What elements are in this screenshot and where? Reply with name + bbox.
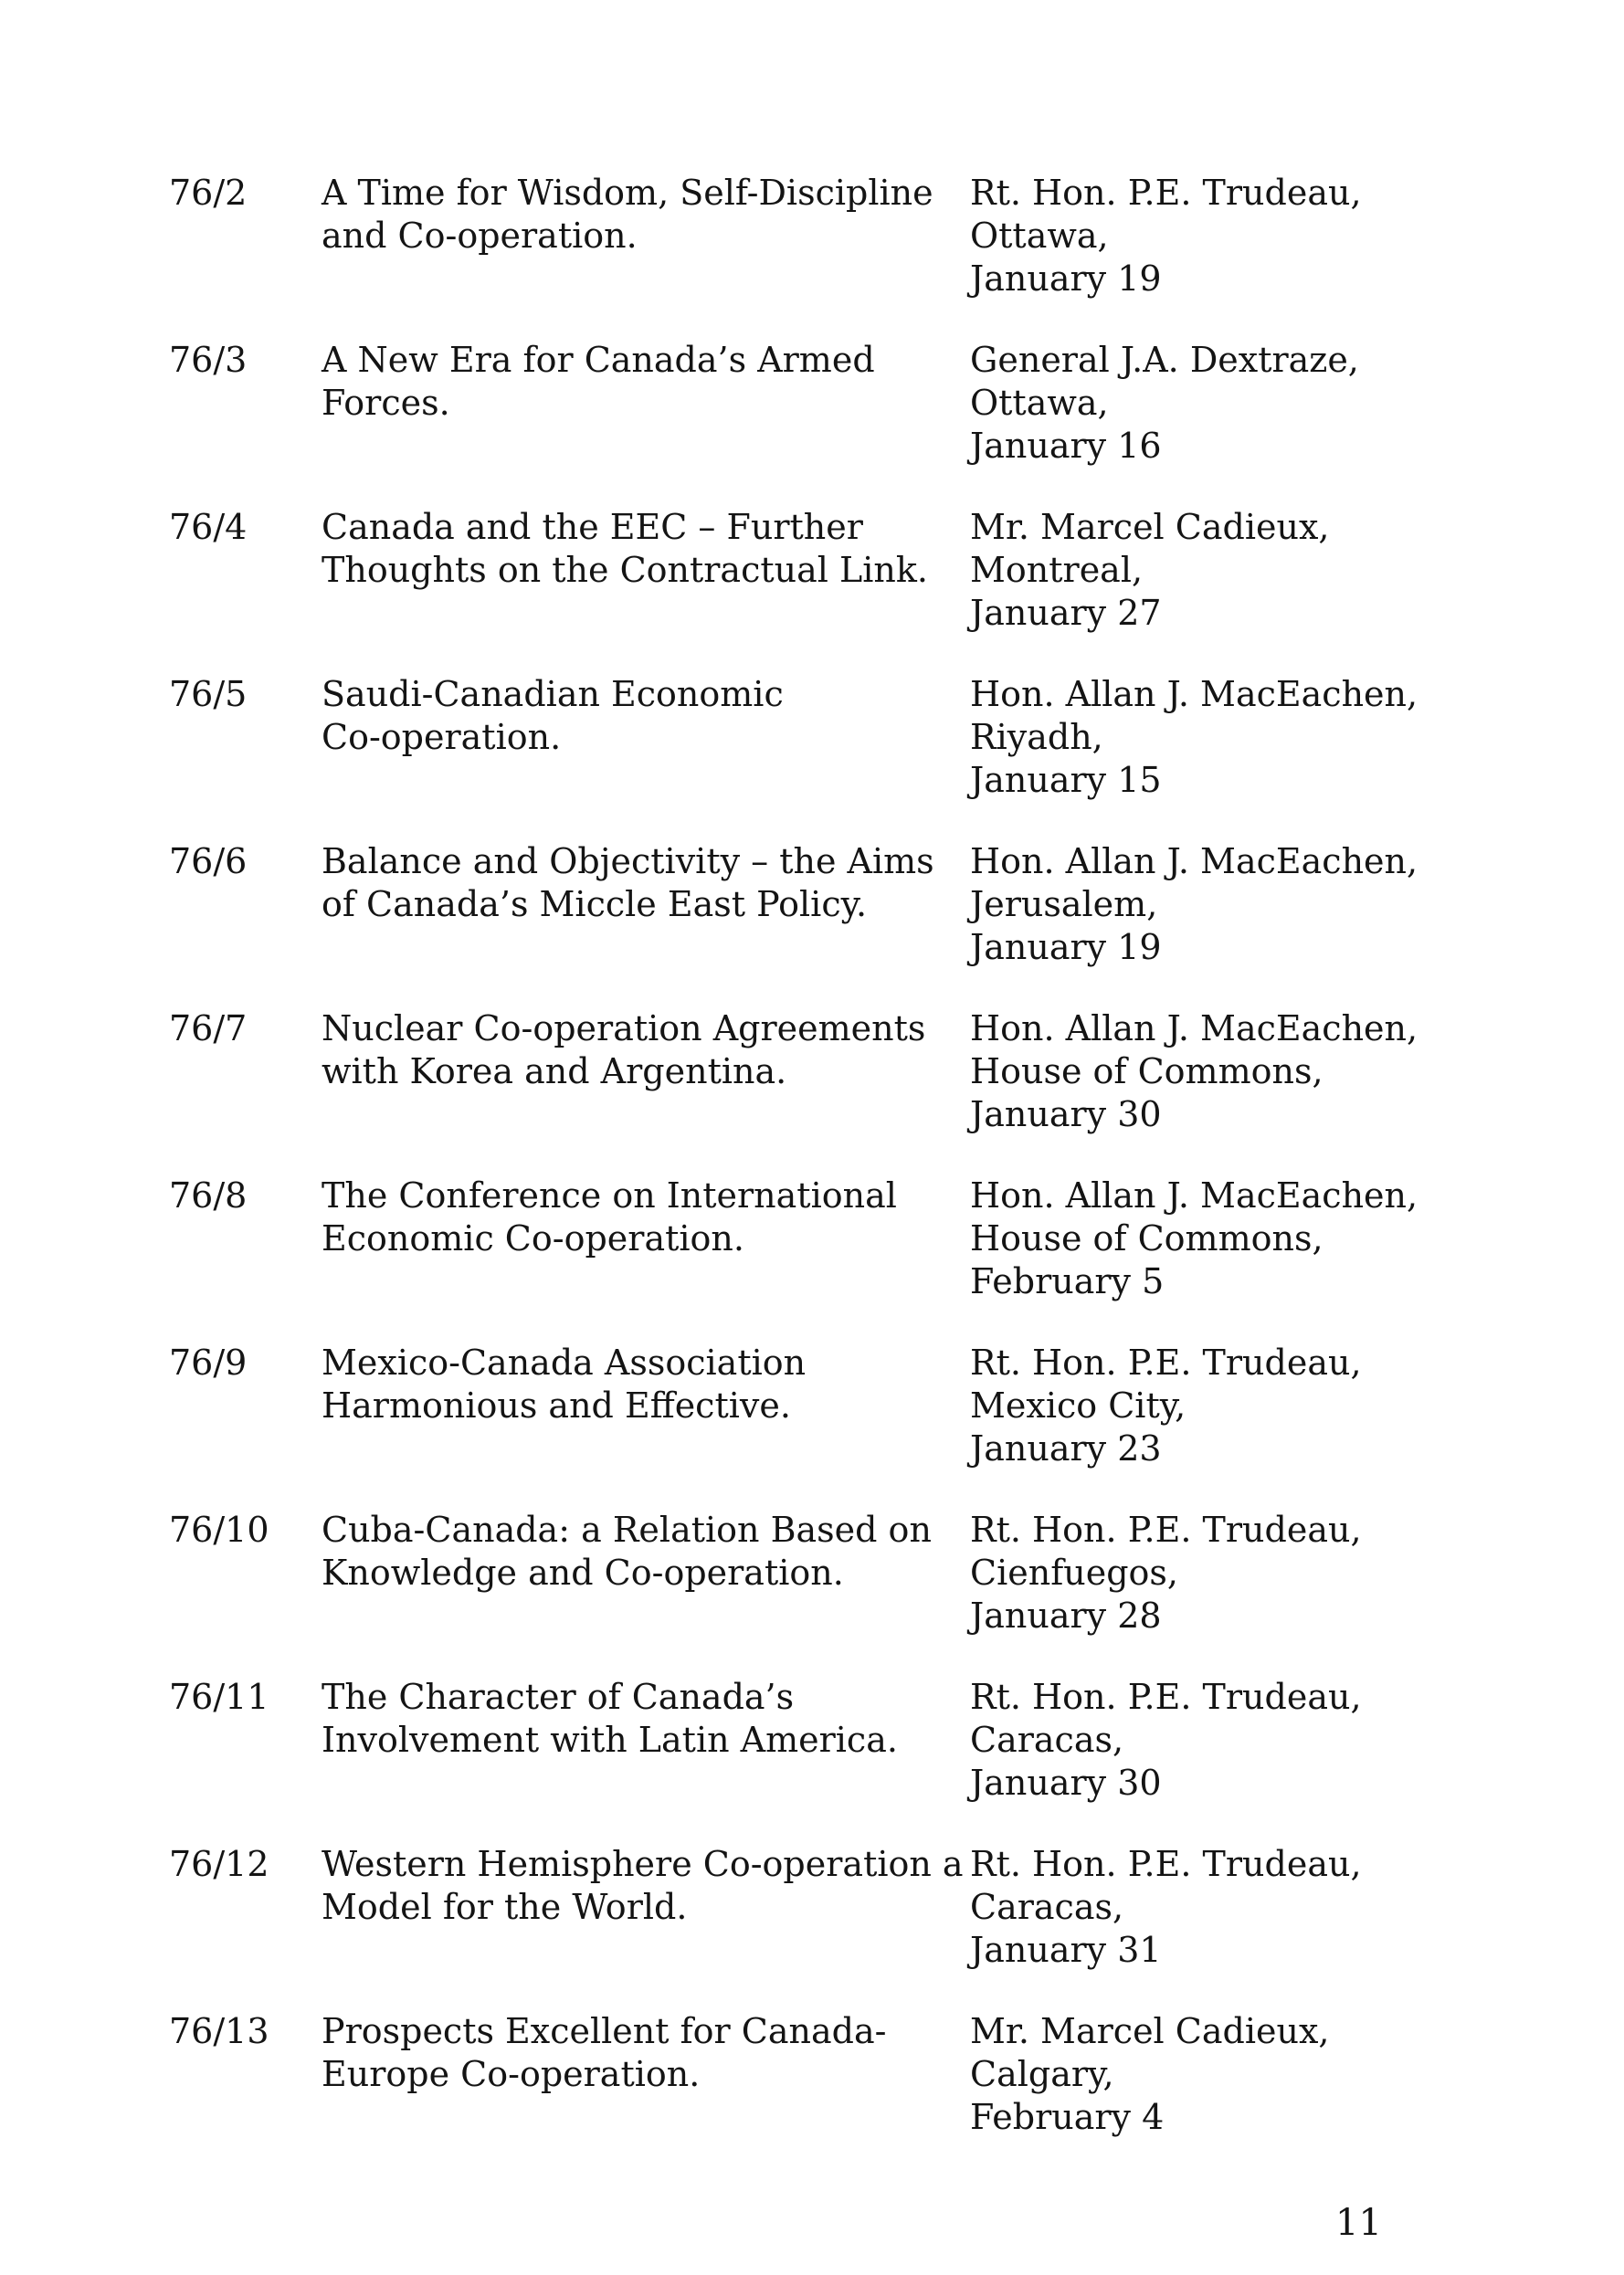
date: January 30 — [970, 1094, 1162, 1134]
date: January 30 — [970, 1763, 1162, 1803]
title-line: Economic Co-operation. — [322, 1218, 744, 1259]
title-line: Prospects Excellent for Canada- — [322, 2011, 887, 2051]
list-item — [0, 840, 1624, 995]
place: Riyadh, — [970, 717, 1103, 757]
title-line: Saudi-Canadian Economic — [322, 674, 784, 714]
place: Caracas, — [970, 1720, 1124, 1760]
speaker: Hon. Allan J. MacEachen, — [970, 1175, 1418, 1216]
list-item — [0, 673, 1624, 828]
title-line: of Canada’s Miccle East Policy. — [322, 884, 868, 924]
statement-source — [970, 339, 1536, 468]
title-line: with Korea and Argentina. — [322, 1051, 787, 1091]
statement-title — [322, 506, 943, 592]
title-line: Knowledge and Co-operation. — [322, 1553, 844, 1593]
speaker: Rt. Hon. P.E. Trudeau, — [970, 173, 1362, 213]
place: House of Commons, — [970, 1218, 1323, 1259]
statement-title — [322, 1342, 943, 1427]
date: January 23 — [970, 1428, 1162, 1469]
date: January 15 — [970, 760, 1162, 800]
list-item — [0, 1509, 1624, 1664]
title-line: Canada and the EEC – Further — [322, 507, 863, 547]
title-line: Forces. — [322, 383, 450, 423]
statement-number: 76/5 — [169, 674, 248, 714]
statement-source — [970, 1007, 1536, 1136]
statement-title — [322, 1843, 964, 1929]
title-line: The Conference on International — [322, 1175, 897, 1216]
title-line: Cuba-Canada: a Relation Based on — [322, 1510, 932, 1550]
statement-number: 76/7 — [169, 1008, 248, 1048]
date: February 4 — [970, 2097, 1165, 2137]
place: Calgary, — [970, 2054, 1114, 2094]
statement-title — [322, 673, 943, 759]
list-item — [0, 1007, 1624, 1163]
place: Ottawa, — [970, 383, 1109, 423]
statement-source — [970, 1676, 1536, 1805]
list-item — [0, 1174, 1624, 1330]
statement-number: 76/2 — [169, 173, 248, 213]
page-number: 11 — [1335, 2202, 1382, 2244]
statement-title — [322, 339, 943, 425]
date: February 5 — [970, 1261, 1165, 1301]
statement-number: 76/8 — [169, 1175, 248, 1216]
statement-number: 76/10 — [169, 1510, 269, 1550]
statement-source — [970, 172, 1536, 300]
place: Mexico City, — [970, 1385, 1186, 1426]
title-line: A New Era for Canada’s Armed — [322, 340, 875, 380]
list-item — [0, 172, 1624, 327]
statement-source — [970, 1174, 1536, 1303]
place: Jerusalem, — [970, 884, 1158, 924]
statement-number: 76/3 — [169, 340, 248, 380]
statement-source — [970, 840, 1536, 969]
title-line: Balance and Objectivity – the Aims — [322, 841, 934, 881]
speaker: General J.A. Dextraze, — [970, 340, 1359, 380]
title-line: Model for the World. — [322, 1887, 688, 1927]
speaker: Rt. Hon. P.E. Trudeau, — [970, 1343, 1362, 1383]
statement-title — [322, 1007, 943, 1093]
statement-number: 76/9 — [169, 1343, 248, 1383]
statement-title — [322, 1676, 943, 1762]
title-line: Mexico-Canada Association — [322, 1343, 807, 1383]
title-line: Co-operation. — [322, 717, 562, 757]
date: January 28 — [970, 1596, 1162, 1636]
date: January 16 — [970, 426, 1162, 466]
title-line: and Co-operation. — [322, 216, 638, 256]
statement-title — [322, 2010, 943, 2096]
list-item — [0, 506, 1624, 661]
statement-source — [970, 1843, 1536, 1972]
date: January 19 — [970, 258, 1162, 299]
statement-number: 76/13 — [169, 2011, 269, 2051]
statement-number: 76/4 — [169, 507, 248, 547]
place: Ottawa, — [970, 216, 1109, 256]
statement-number: 76/11 — [169, 1677, 269, 1717]
date: January 27 — [970, 593, 1162, 633]
title-line: Western Hemisphere Co-operation a — [322, 1844, 964, 1884]
speaker: Hon. Allan J. MacEachen, — [970, 1008, 1418, 1048]
statement-source — [970, 2010, 1536, 2139]
date: January 31 — [970, 1930, 1162, 1970]
title-line: The Character of Canada’s — [322, 1677, 795, 1717]
title-line: Thoughts on the Contractual Link. — [322, 550, 928, 590]
statement-source — [970, 1509, 1536, 1638]
list-item — [0, 339, 1624, 494]
statement-title — [322, 1509, 943, 1595]
list-item — [0, 1843, 1624, 1998]
title-line: A Time for Wisdom, Self-Discipline — [322, 173, 933, 213]
date: January 19 — [970, 927, 1162, 967]
statement-source — [970, 506, 1536, 635]
speaker: Hon. Allan J. MacEachen, — [970, 841, 1418, 881]
list-item — [0, 1676, 1624, 1831]
statement-title — [322, 172, 943, 258]
title-line: Nuclear Co-operation Agreements — [322, 1008, 926, 1048]
title-line: Involvement with Latin America. — [322, 1720, 898, 1760]
statement-number: 76/12 — [169, 1844, 269, 1884]
statement-source — [970, 1342, 1536, 1470]
speaker: Hon. Allan J. MacEachen, — [970, 674, 1418, 714]
place: Montreal, — [970, 550, 1144, 590]
speaker: Mr. Marcel Cadieux, — [970, 507, 1330, 547]
statement-number: 76/6 — [169, 841, 248, 881]
statement-title — [322, 840, 943, 926]
list-item — [0, 1342, 1624, 1497]
title-line: Harmonious and Effective. — [322, 1385, 791, 1426]
speaker: Rt. Hon. P.E. Trudeau, — [970, 1677, 1362, 1717]
place: Cienfuegos, — [970, 1553, 1178, 1593]
statement-source — [970, 673, 1536, 802]
speaker: Mr. Marcel Cadieux, — [970, 2011, 1330, 2051]
place: Caracas, — [970, 1887, 1124, 1927]
statement-title — [322, 1174, 943, 1260]
speaker: Rt. Hon. P.E. Trudeau, — [970, 1510, 1362, 1550]
list-item — [0, 2010, 1624, 2165]
place: House of Commons, — [970, 1051, 1323, 1091]
title-line: Europe Co-operation. — [322, 2054, 701, 2094]
speaker: Rt. Hon. P.E. Trudeau, — [970, 1844, 1362, 1884]
